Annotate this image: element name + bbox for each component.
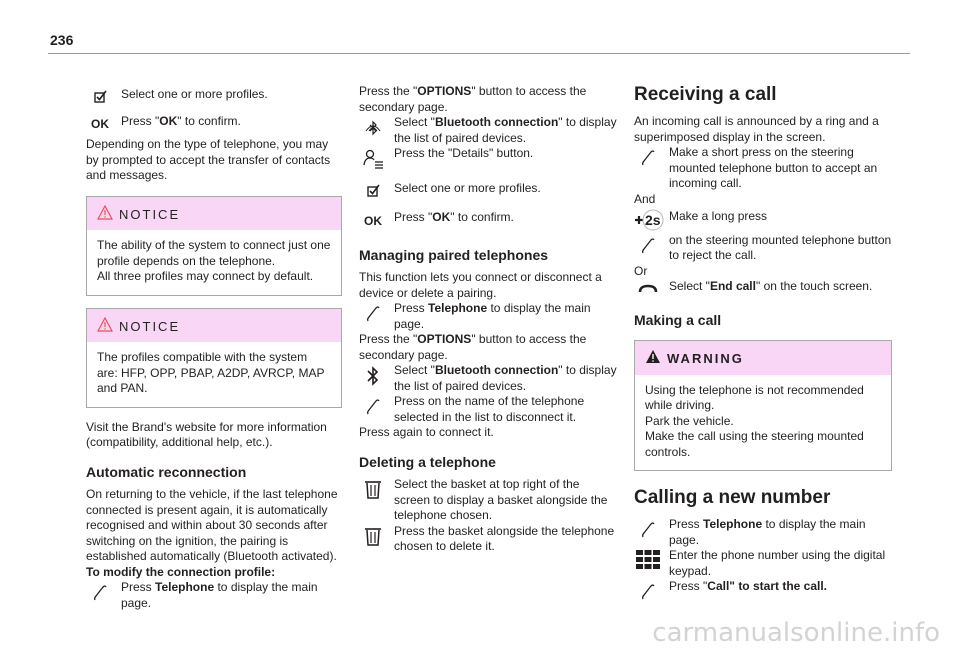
step-text: Press "Call" to start the call. [669,579,827,593]
step-text: Select "End call" on the touch screen. [669,279,873,293]
step-text: Select one or more profiles. [394,180,541,195]
step-text: Make a long press [669,209,768,223]
warning-body: Using the telephone is not recommended while driving. Park the vehicle. Make the call using the steering mounted controls. [645,382,864,459]
step-text: Press Telephone to display the main page. [394,301,591,331]
telephone-icon [359,398,387,416]
paragraph: Press the "OPTIONS" button to access the secondary page. [359,332,587,362]
paragraph: And [634,191,656,206]
press-telephone-step [359,301,617,332]
warning-triangle-icon [97,317,113,332]
paragraph: An incoming call is announced by a ring and a superimposed display in the screen. [634,114,879,144]
notice-body: The ability of the system to connect just one profile depends on the telephone. All three profiles may connect by default. [97,238,331,283]
short-press-step [634,145,892,192]
keypad-icon [634,550,662,570]
step-text: Select the basket at top right of the screen to display a basket alongside the telephone chosen. [394,477,608,522]
long-press-step [634,207,892,228]
step-text: on the steering mounted telephone button to reject the call. [669,232,892,262]
confirm-ok-step [86,111,342,130]
step-text: Press on the name of the telephone selected in the list to disconnect it. [394,394,585,424]
section-heading: Making a call [634,311,722,328]
svg-text:2s: 2s [645,212,661,228]
ok-icon: OK [91,116,109,131]
section-heading: Automatic reconnection [86,463,247,480]
confirm-ok-step [359,208,617,226]
step-text: Make a short press on the steering mounted telephone button to accept an incoming call. [669,145,878,190]
bluetooth-icon [359,365,387,387]
telephone-icon [634,583,662,601]
warning-box [634,340,892,471]
warning-triangle-icon [97,205,113,220]
bluetooth-step [359,115,617,146]
ok-icon: OK [364,214,382,228]
trash-icon [359,479,387,499]
paragraph: Visit the Brand's website for more information (compatibility, additional help, etc.). [86,419,327,449]
hangup-icon [634,283,662,295]
step-text: Press the "Details" button. [394,146,534,160]
press-telephone-step [86,580,342,611]
notice-body: The profiles compatible with the system are: HFP, OPP, PBAP, A2DP, AVRCP, MAP and PAN. [97,350,325,395]
notice-box-1 [86,196,342,296]
watermark: carmanualsonline.info [652,617,940,648]
end-call-step [634,279,892,295]
bluetooth-antenna-icon [359,117,387,139]
section-title: Calling a new number [634,487,831,508]
keypad-step [634,548,892,579]
notice-box-2 [86,308,342,408]
telephone-icon [359,305,387,323]
step-text: Select "Bluetooth connection" to display the list of paired devices. [394,363,617,393]
basket-step [359,477,617,524]
page-number: 236 [50,32,74,48]
call-step [634,579,892,595]
section-heading: Deleting a telephone [359,453,496,470]
telephone-icon [86,584,114,602]
column-2 [359,84,617,555]
details-icon [359,148,387,170]
select-profiles-step [359,178,617,197]
checkbox-icon [359,182,387,198]
step-text: Enter the phone number using the digital keypad. [669,548,886,578]
telephone-icon [634,521,662,539]
column-3 [634,84,892,595]
paragraph: To modify the connection profile: [86,564,276,579]
paragraph: Press the "OPTIONS" button to access the secondary page. [359,84,587,114]
section-title: Receiving a call [634,84,777,105]
step-text: Select "Bluetooth connection" to display the list of paired devices. [394,115,617,145]
notice-heading: NOTICE [87,197,341,231]
details-step [359,146,617,162]
step-text: Press "OK" to confirm. [121,113,241,128]
paragraph: Depending on the type of telephone, you may by prompted to accept the transfer of contacts and messages. [86,137,331,182]
press-telephone-step [634,517,892,548]
header-divider [48,53,910,54]
checkbox-icon [86,88,114,104]
basket-delete-step [359,524,617,555]
trash-icon [359,526,387,546]
telephone-icon [634,149,662,167]
notice-heading: NOTICE [87,309,341,343]
long-press-2s-icon [634,209,662,231]
step-text: Press "OK" to confirm. [394,210,514,224]
select-profiles-step [86,84,342,103]
telephone-icon [634,237,662,255]
press-name-step [359,394,617,425]
step-text: Select one or more profiles. [121,87,268,101]
paragraph: Press again to connect it. [359,425,494,439]
warning-heading: WARNING [635,341,891,375]
paragraph: This function lets you connect or disconnect a device or delete a pairing. [359,270,602,300]
step-text: Press the basket alongside the telephone chosen to delete it. [394,523,615,553]
section-heading: Managing paired telephones [359,246,549,263]
warning-triangle-icon [645,349,661,364]
paragraph: Or [634,263,648,278]
column-1 [86,84,342,611]
step-text: Press Telephone to display the main page. [669,517,866,547]
paragraph: On returning to the vehicle, if the last telephone connected is present again, it is automatically recognised and within about 30 seconds after switching on the ignition, the pairing is established automatically (Bluetooth activated). [86,487,338,563]
step-text: Press Telephone to display the main page. [121,580,318,610]
bluetooth-step [359,363,617,394]
reject-step [634,233,892,264]
